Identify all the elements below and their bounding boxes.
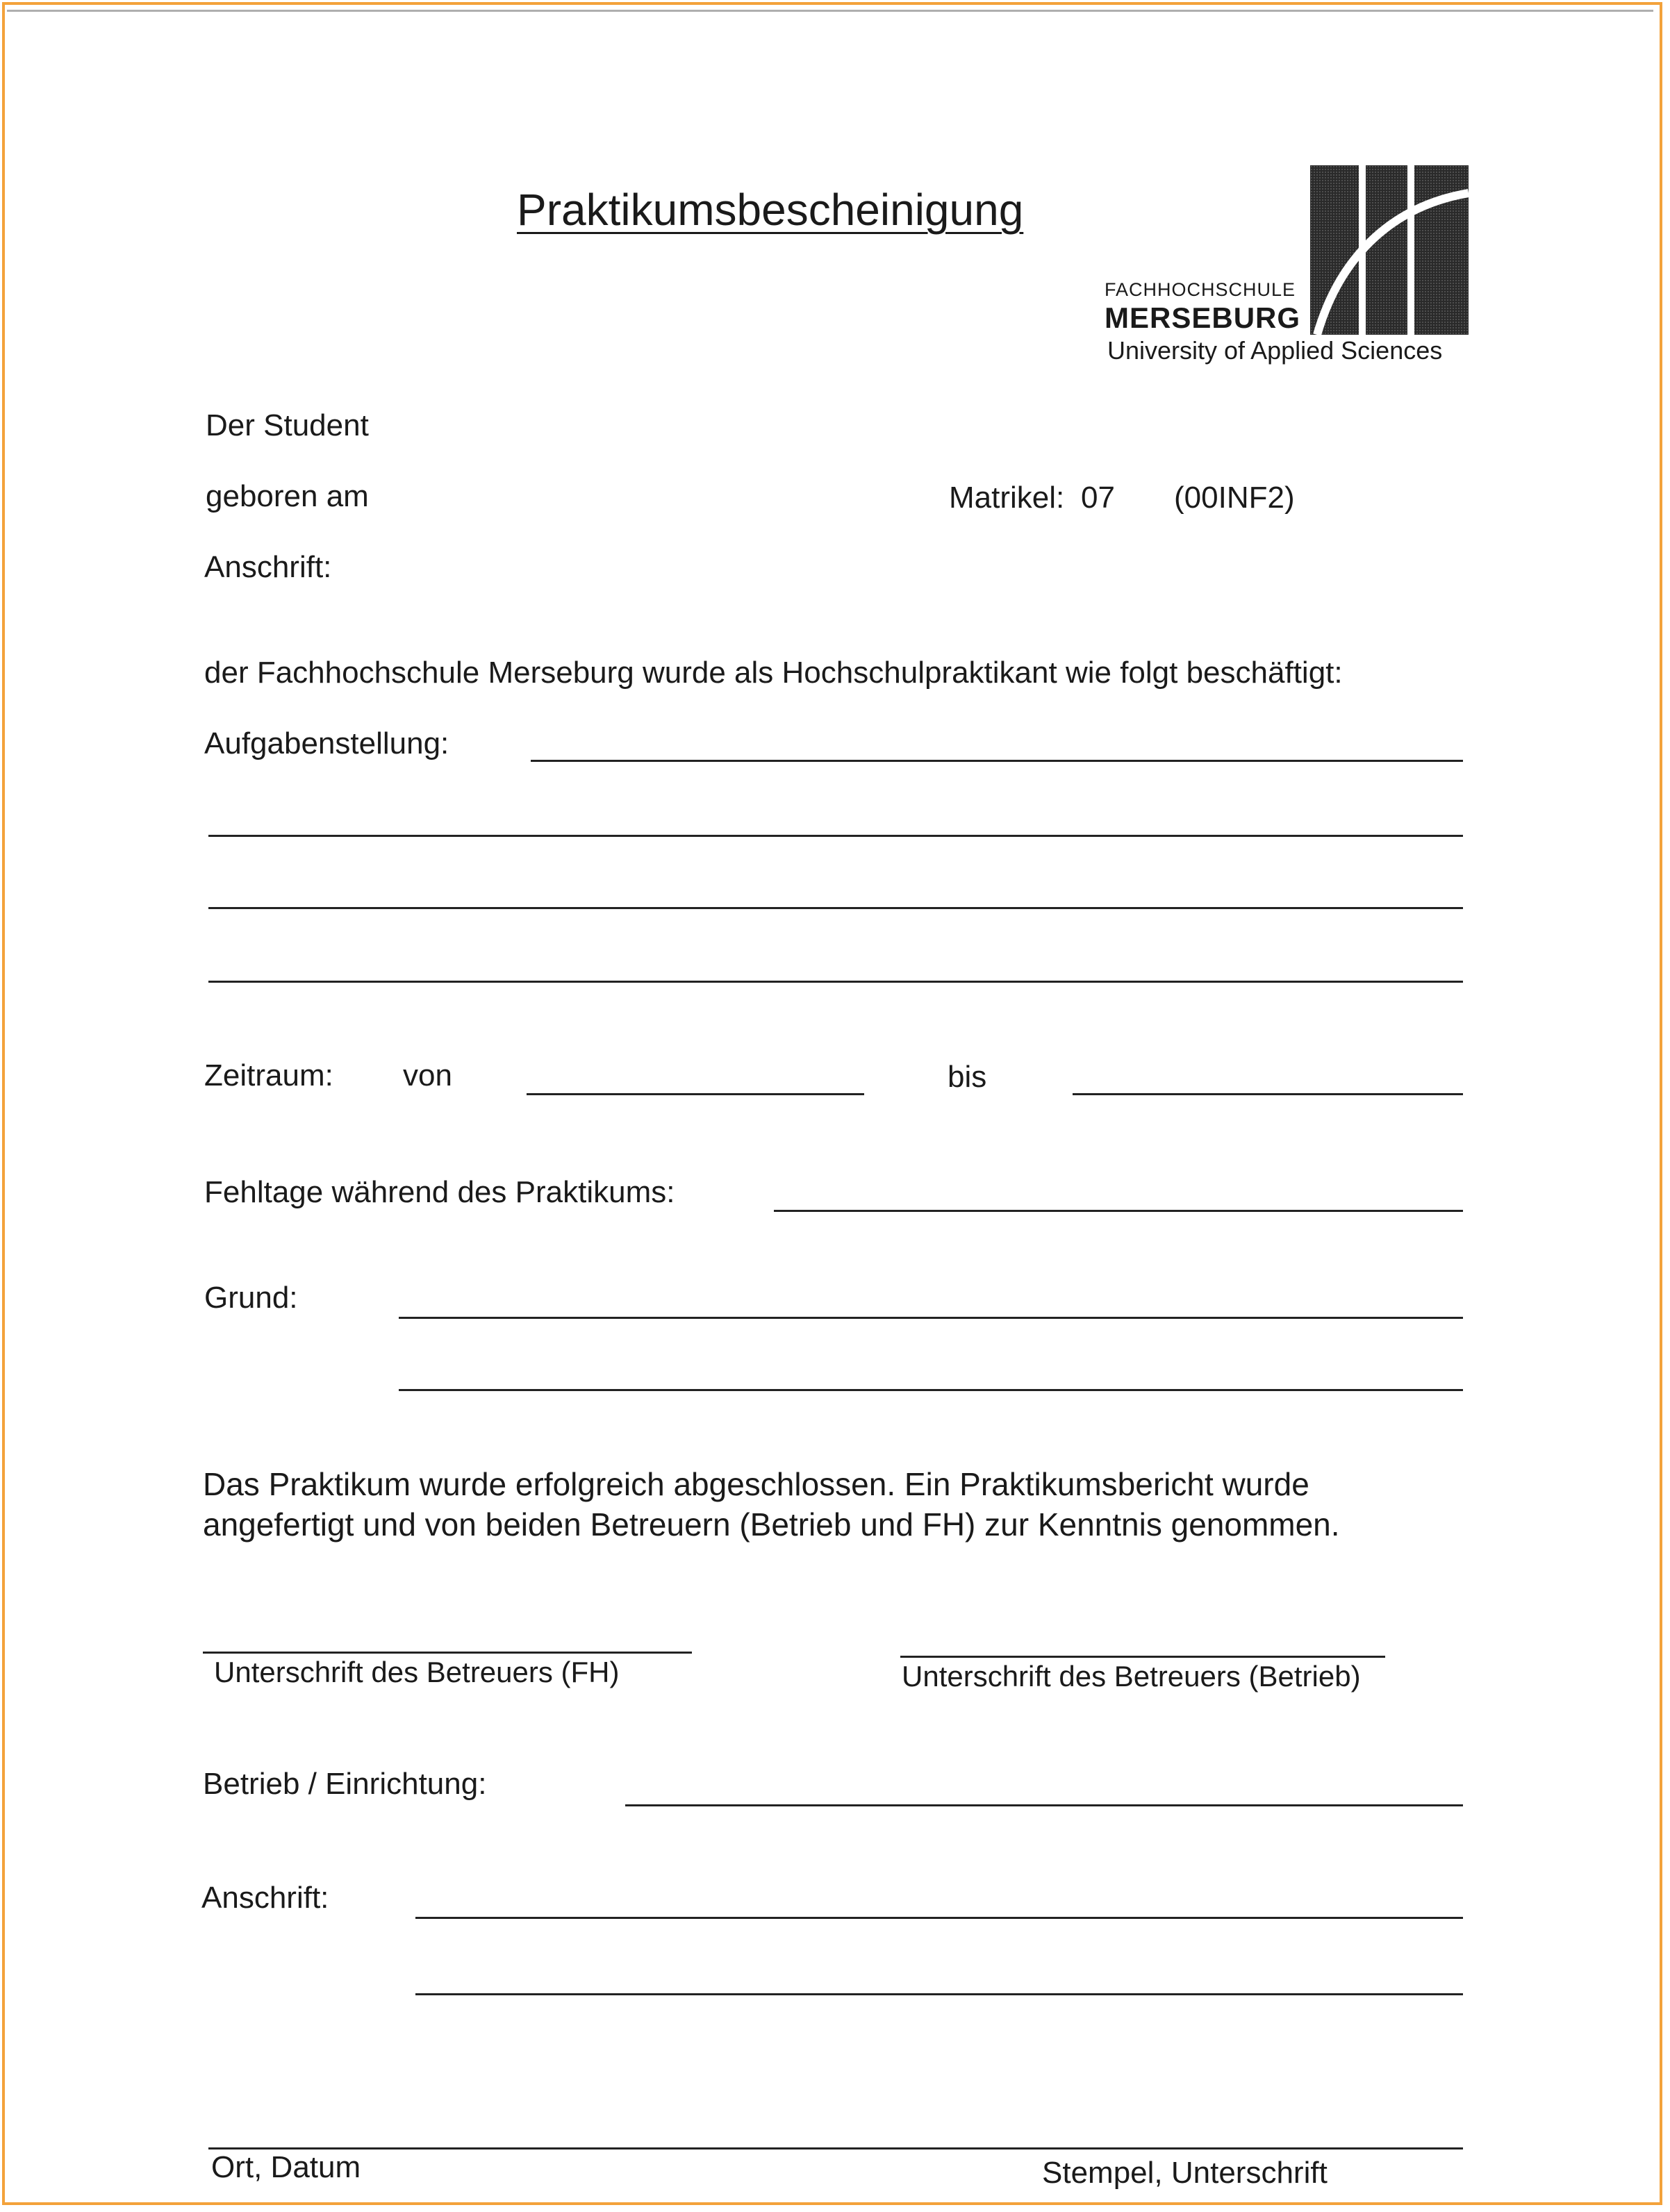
signature-fh-label: Unterschrift des Betreuers (FH): [214, 1656, 620, 1688]
signature-company-label: Unterschrift des Betreuers (Betrieb): [902, 1660, 1361, 1693]
student-group: (00INF2): [1174, 481, 1295, 515]
reason-line-1[interactable]: [399, 1317, 1463, 1319]
birth-label: geboren am: [206, 479, 369, 513]
matrikel-label: Matrikel:: [949, 481, 1065, 515]
task-line-2[interactable]: [208, 835, 1463, 837]
task-label: Aufgabenstellung:: [204, 726, 449, 760]
page-title: Praktikumsbescheinigung: [517, 185, 1024, 235]
completion-text-line-2: angefertigt und von beiden Betreuern (Betrieb und FH) zur Kenntnis genommen.: [203, 1506, 1340, 1542]
student-label: Der Student: [206, 408, 369, 442]
signature-fh-line[interactable]: [203, 1652, 692, 1654]
company-address-label: Anschrift:: [201, 1881, 329, 1915]
absence-label: Fehltage während des Praktikums:: [204, 1175, 675, 1209]
task-line-4[interactable]: [208, 981, 1463, 983]
task-line-3[interactable]: [208, 907, 1463, 909]
company-address-line-1[interactable]: [415, 1917, 1463, 1919]
intro-text: der Fachhochschule Merseburg wurde als Hochschulpraktikant wie folgt beschäftigt:: [204, 656, 1343, 690]
absence-line[interactable]: [774, 1210, 1463, 1212]
company-line[interactable]: [625, 1804, 1463, 1806]
matrikel-value: 07: [1081, 481, 1115, 515]
reason-line-2[interactable]: [399, 1389, 1463, 1391]
period-from-label: von: [403, 1058, 452, 1092]
logo-name: MERSEBURG: [1105, 301, 1301, 334]
scan-edge-line: [7, 10, 1653, 12]
period-to-label: bis: [948, 1060, 987, 1094]
completion-text-line-1: Das Praktikum wurde erfolgreich abgeschlossen. Ein Praktikumsbericht wurde: [203, 1466, 1309, 1502]
reason-label: Grund:: [204, 1281, 298, 1315]
company-label: Betrieb / Einrichtung:: [203, 1767, 487, 1801]
fh-merseburg-logo-icon: [1310, 165, 1469, 335]
company-address-line-2[interactable]: [415, 1993, 1463, 1995]
place-date-label: Ort, Datum: [211, 2150, 361, 2184]
period-to-line[interactable]: [1073, 1093, 1463, 1095]
task-line-1[interactable]: [531, 760, 1463, 762]
address-label: Anschrift:: [204, 550, 332, 584]
period-label: Zeitraum:: [204, 1058, 333, 1092]
period-from-line[interactable]: [527, 1093, 864, 1095]
stamp-signature-label: Stempel, Unterschrift: [1042, 2156, 1328, 2190]
footer-line[interactable]: [208, 2147, 1463, 2149]
signature-company-line[interactable]: [900, 1656, 1385, 1658]
logo-top-line: FACHHOCHSCHULE: [1105, 279, 1296, 300]
logo-subtitle: University of Applied Sciences: [1107, 336, 1443, 365]
